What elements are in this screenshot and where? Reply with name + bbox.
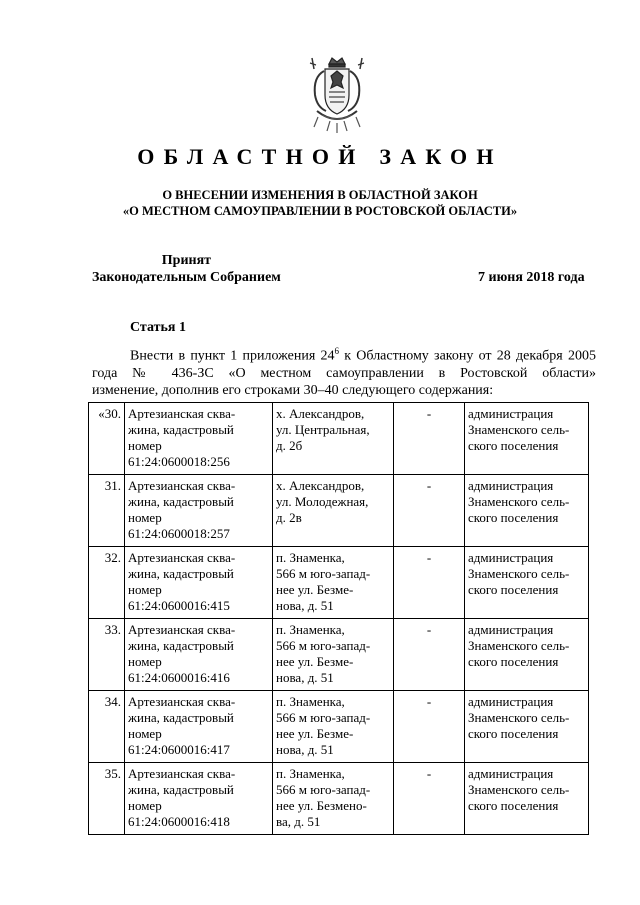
address-line: нее ул. Безме- [276,582,354,597]
objects-table [88,402,589,835]
object-line: 61:24:0600016:417 [128,742,230,757]
empty-value: - [426,478,432,493]
object-line: номер [128,438,162,453]
owner-line: администрация [468,766,554,781]
owner-line: ского поселения [468,582,559,597]
object-line: Артезианская сква- [128,766,236,781]
object-line: номер [128,582,162,597]
address-line: нее ул. Безме- [276,654,354,669]
owner-cell [465,403,589,475]
empty-value: - [426,550,432,565]
empty-value-cell [394,763,465,835]
owner-line: Знаменского сель- [468,782,570,797]
empty-value: - [426,694,432,709]
owner-line: ского поселения [468,510,559,525]
adopted-by: Законодательным Собранием [92,270,281,285]
object-cell [125,403,273,475]
object-line: жина, кадастровый [128,494,234,509]
owner-line: Знаменского сель- [468,422,570,437]
row-number: 32. [104,550,121,565]
address-line: п. Знаменка, [276,694,345,709]
table-row [89,619,589,691]
table-row [89,403,589,475]
adoption-date: 7 июня 2018 года [478,270,585,285]
owner-cell [465,475,589,547]
empty-value-cell [394,691,465,763]
address-line: нова, д. 51 [276,742,334,757]
row-number-cell [89,475,125,547]
owner-line: Знаменского сель- [468,494,570,509]
address-line: нова, д. 51 [276,598,334,613]
address-line: 566 м юго-запад- [276,782,371,797]
owner-line: администрация [468,406,554,421]
owner-line: администрация [468,694,554,709]
row-number-cell [89,403,125,475]
object-line: номер [128,726,162,741]
empty-value-cell [394,547,465,619]
empty-value: - [426,622,432,637]
empty-value-cell [394,619,465,691]
address-line: 566 м юго-запад- [276,566,371,581]
address-line: п. Знаменка, [276,550,345,565]
address-line: п. Знаменка, [276,766,345,781]
empty-value: - [426,766,432,781]
adopted-label: Принят [161,253,212,268]
address-cell [273,619,394,691]
address-line: х. Александров, [276,406,365,421]
object-line: 61:24:0600016:418 [128,814,230,829]
empty-value: - [426,406,432,421]
address-line: нее ул. Безме- [276,726,354,741]
address-cell [273,403,394,475]
address-line: д. 2в [276,510,302,525]
empty-value-cell [394,475,465,547]
row-number: «30. [98,406,121,421]
article-paragraph [92,343,596,382]
article-superscript: 6 [334,346,340,356]
object-line: жина, кадастровый [128,422,234,437]
article-paragraph-end: изменение, дополнив его строками 30–40 следующего содержания: [92,382,494,398]
object-line: жина, кадастровый [128,782,234,797]
owner-line: Знаменского сель- [468,638,570,653]
owner-cell [465,547,589,619]
object-line: номер [128,654,162,669]
owner-line: ского поселения [468,654,559,669]
owner-cell [465,691,589,763]
object-line: Артезианская сква- [128,478,236,493]
address-cell [273,763,394,835]
owner-line: администрация [468,478,554,493]
row-number: 31. [104,478,121,493]
object-line: Артезианская сква- [128,694,236,709]
law-subtitle [0,187,640,219]
address-cell [273,547,394,619]
object-line: 61:24:0600018:256 [128,454,230,469]
address-line: д. 2б [276,438,303,453]
object-line: номер [128,798,162,813]
coat-of-arms-icon [302,55,372,137]
object-cell [125,475,273,547]
object-cell [125,547,273,619]
object-line: 61:24:0600016:416 [128,670,230,685]
object-line: Артезианская сква- [128,550,236,565]
address-line: 566 м юго-запад- [276,638,371,653]
address-cell [273,691,394,763]
row-number-cell [89,691,125,763]
address-line: нее ул. Безмено- [276,798,367,813]
document-type: ОБЛАСТНОЙ ЗАКОН [137,144,503,169]
subtitle-line: О ВНЕСЕНИИ ИЗМЕНЕНИЯ В ОБЛАСТНОЙ ЗАКОН [162,188,478,202]
row-number: 35. [104,766,121,781]
object-line: жина, кадастровый [128,566,234,581]
address-line: ул. Центральная, [276,422,370,437]
address-line: 566 м юго-запад- [276,710,371,725]
owner-line: администрация [468,622,554,637]
object-line: Артезианская сква- [128,406,236,421]
object-line: Артезианская сква- [128,622,236,637]
row-number-cell [89,547,125,619]
address-cell [273,475,394,547]
adoption-info [92,252,281,286]
subtitle-line: «О МЕСТНОМ САМОУПРАВЛЕНИИ В РОСТОВСКОЙ ОБЛАСТИ» [122,204,518,218]
row-number-cell [89,619,125,691]
owner-line: Знаменского сель- [468,566,570,581]
address-line: нова, д. 51 [276,670,334,685]
object-line: номер [128,510,162,525]
table-row [89,691,589,763]
object-line: жина, кадастровый [128,638,234,653]
address-line: ул. Молодежная, [276,494,369,509]
owner-cell [465,619,589,691]
owner-line: ского поселения [468,726,559,741]
object-line: 61:24:0600018:257 [128,526,230,541]
object-cell [125,619,273,691]
owner-line: администрация [468,550,554,565]
article-text [92,343,596,399]
row-number: 34. [104,694,121,709]
address-line: ва, д. 51 [276,814,321,829]
object-line: жина, кадастровый [128,710,234,725]
object-line: 61:24:0600016:415 [128,598,230,613]
empty-value-cell [394,403,465,475]
table-row [89,547,589,619]
owner-cell [465,763,589,835]
table-row [89,763,589,835]
address-line: п. Знаменка, [276,622,345,637]
article-text-part: к Областному закону от 28 декабря 2005 года № 436-ЗС «О местном самоуправлении в Ростовской области» [92,348,596,381]
row-number: 33. [104,622,121,637]
object-cell [125,763,273,835]
owner-line: Знаменского сель- [468,710,570,725]
address-line: х. Александров, [276,478,365,493]
object-cell [125,691,273,763]
owner-line: ского поселения [468,438,559,453]
row-number-cell [89,763,125,835]
article-title: Статья 1 [130,320,186,335]
owner-line: ского поселения [468,798,559,813]
article-text-part: Внести в пункт 1 приложения 24 [130,348,335,364]
table-row [89,475,589,547]
